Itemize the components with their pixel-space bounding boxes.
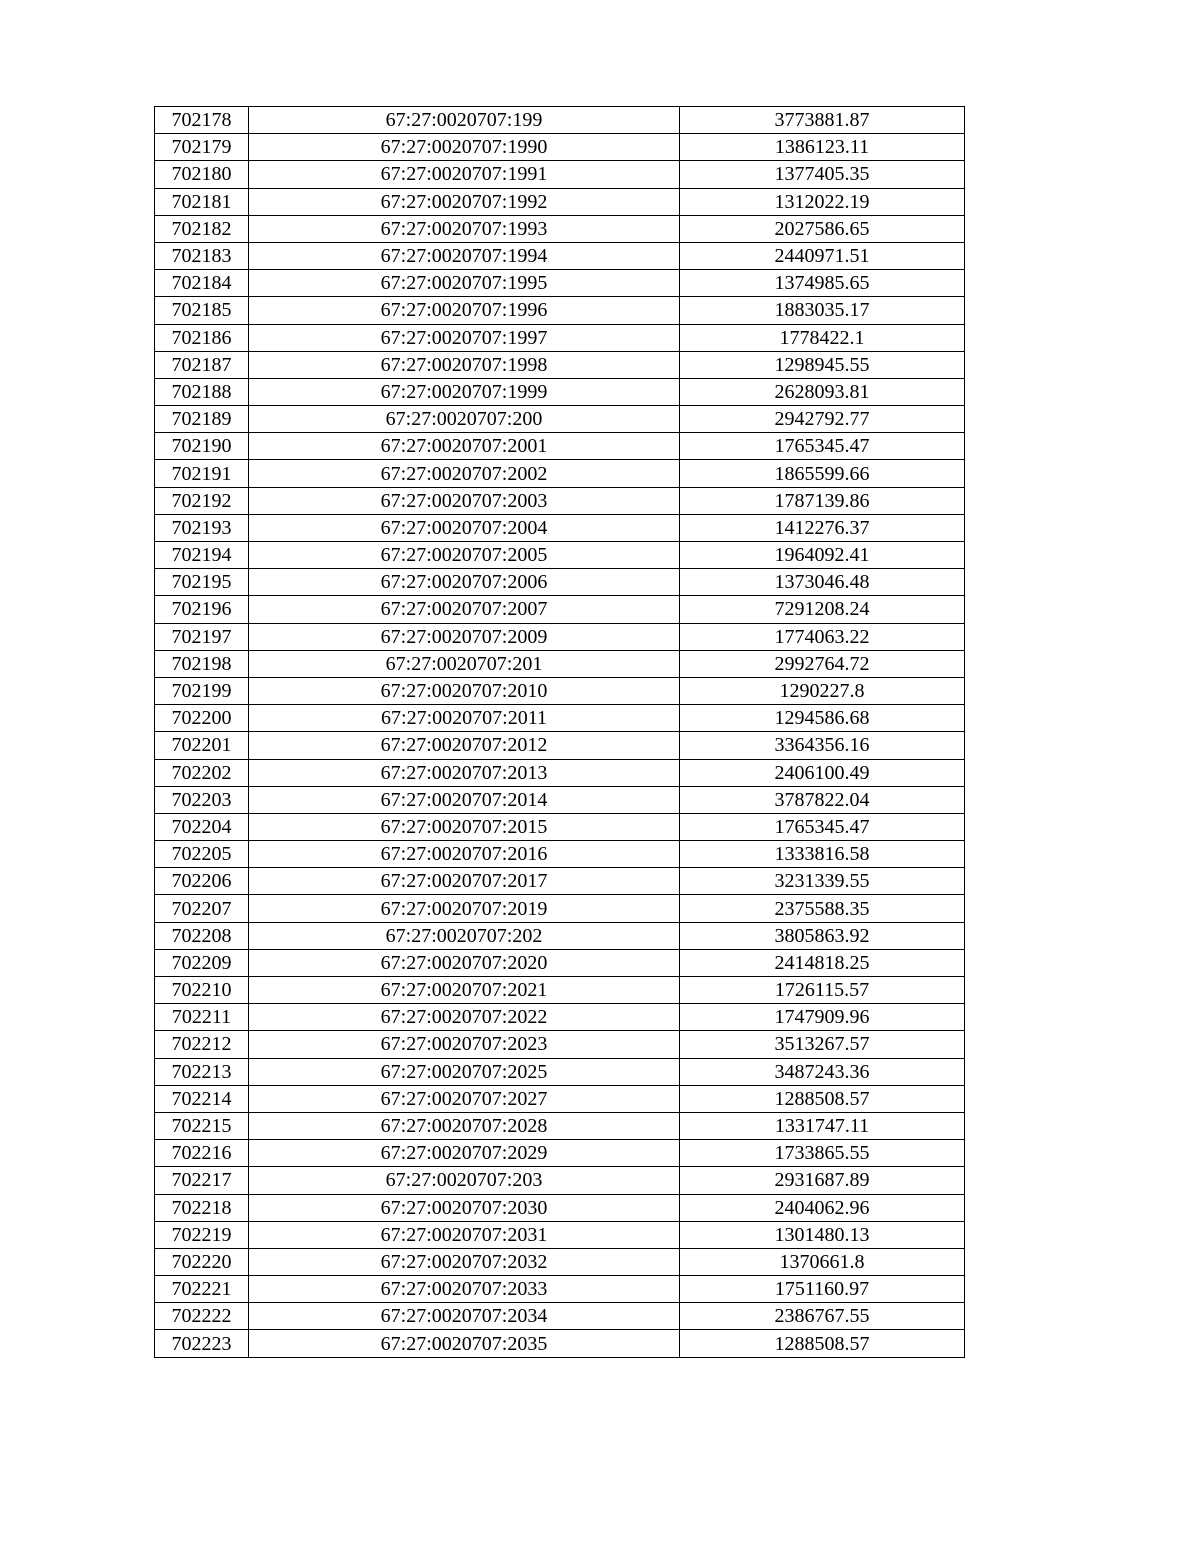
cadastral-value-cell: 1964092.41	[680, 542, 965, 569]
row-number-cell: 702206	[155, 868, 249, 895]
cadastral-value-cell: 3805863.92	[680, 922, 965, 949]
cadastral-value-cell: 2386767.55	[680, 1303, 965, 1330]
row-number-cell: 702215	[155, 1112, 249, 1139]
table-body	[155, 107, 965, 1358]
row-number-cell: 702185	[155, 297, 249, 324]
row-number-cell: 702179	[155, 134, 249, 161]
row-number-cell: 702219	[155, 1221, 249, 1248]
table-row	[155, 1085, 965, 1112]
cadastral-number-cell: 67:27:0020707:1996	[249, 297, 680, 324]
table-row	[155, 705, 965, 732]
cadastral-number-cell: 67:27:0020707:2017	[249, 868, 680, 895]
cadastral-number-cell: 67:27:0020707:2011	[249, 705, 680, 732]
cadastral-number-cell: 67:27:0020707:2032	[249, 1248, 680, 1275]
cadastral-value-cell: 1765345.47	[680, 813, 965, 840]
cadastral-number-cell: 67:27:0020707:2031	[249, 1221, 680, 1248]
cadastral-value-cell: 2628093.81	[680, 378, 965, 405]
row-number-cell: 702193	[155, 514, 249, 541]
cadastral-number-cell: 67:27:0020707:1990	[249, 134, 680, 161]
cadastral-number-cell: 67:27:0020707:2019	[249, 895, 680, 922]
table-row	[155, 514, 965, 541]
cadastral-number-cell: 67:27:0020707:1993	[249, 215, 680, 242]
table-row	[155, 1140, 965, 1167]
table-row	[155, 922, 965, 949]
table-row	[155, 242, 965, 269]
row-number-cell: 702194	[155, 542, 249, 569]
cadastral-value-cell: 1298945.55	[680, 351, 965, 378]
table-row	[155, 677, 965, 704]
row-number-cell: 702181	[155, 188, 249, 215]
cadastral-number-cell: 67:27:0020707:1992	[249, 188, 680, 215]
cadastral-number-cell: 67:27:0020707:2014	[249, 786, 680, 813]
cadastral-number-cell: 67:27:0020707:2006	[249, 569, 680, 596]
cadastral-value-cell: 2942792.77	[680, 406, 965, 433]
table-row	[155, 623, 965, 650]
row-number-cell: 702180	[155, 161, 249, 188]
cadastral-value-cell: 2404062.96	[680, 1194, 965, 1221]
cadastral-value-cell: 2027586.65	[680, 215, 965, 242]
cadastral-number-cell: 67:27:0020707:200	[249, 406, 680, 433]
table-row	[155, 297, 965, 324]
table-row	[155, 596, 965, 623]
table-row	[155, 487, 965, 514]
cadastral-number-cell: 67:27:0020707:1999	[249, 378, 680, 405]
row-number-cell: 702208	[155, 922, 249, 949]
row-number-cell: 702204	[155, 813, 249, 840]
table-row	[155, 1058, 965, 1085]
cadastral-value-cell: 3364356.16	[680, 732, 965, 759]
cadastral-number-cell: 67:27:0020707:1991	[249, 161, 680, 188]
cadastral-value-cell: 2406100.49	[680, 759, 965, 786]
row-number-cell: 702207	[155, 895, 249, 922]
cadastral-number-cell: 67:27:0020707:2013	[249, 759, 680, 786]
row-number-cell: 702218	[155, 1194, 249, 1221]
row-number-cell: 702187	[155, 351, 249, 378]
table-row	[155, 406, 965, 433]
row-number-cell: 702223	[155, 1330, 249, 1357]
row-number-cell: 702198	[155, 650, 249, 677]
table-row	[155, 1031, 965, 1058]
row-number-cell: 702202	[155, 759, 249, 786]
cadastral-number-cell: 67:27:0020707:2009	[249, 623, 680, 650]
cadastral-number-cell: 67:27:0020707:1994	[249, 242, 680, 269]
cadastral-value-cell: 2440971.51	[680, 242, 965, 269]
table-row	[155, 895, 965, 922]
cadastral-value-cell: 3487243.36	[680, 1058, 965, 1085]
row-number-cell: 702213	[155, 1058, 249, 1085]
cadastral-value-cell: 3773881.87	[680, 107, 965, 134]
cadastral-value-cell: 1774063.22	[680, 623, 965, 650]
table-row	[155, 1167, 965, 1194]
cadastral-number-cell: 67:27:0020707:2015	[249, 813, 680, 840]
row-number-cell: 702203	[155, 786, 249, 813]
cadastral-number-cell: 67:27:0020707:1998	[249, 351, 680, 378]
cadastral-value-cell: 1333816.58	[680, 841, 965, 868]
table-row	[155, 1330, 965, 1357]
row-number-cell: 702205	[155, 841, 249, 868]
cadastral-value-cell: 1331747.11	[680, 1112, 965, 1139]
cadastral-value-cell: 1733865.55	[680, 1140, 965, 1167]
table-row	[155, 1221, 965, 1248]
cadastral-number-cell: 67:27:0020707:1997	[249, 324, 680, 351]
cadastral-number-cell: 67:27:0020707:2020	[249, 949, 680, 976]
table-row	[155, 1276, 965, 1303]
row-number-cell: 702222	[155, 1303, 249, 1330]
cadastral-value-cell: 1290227.8	[680, 677, 965, 704]
row-number-cell: 702192	[155, 487, 249, 514]
cadastral-value-cell: 1288508.57	[680, 1330, 965, 1357]
cadastral-value-cell: 1370661.8	[680, 1248, 965, 1275]
table-row	[155, 1112, 965, 1139]
cadastral-value-cell: 2931687.89	[680, 1167, 965, 1194]
cadastral-value-cell: 1312022.19	[680, 188, 965, 215]
cadastral-number-cell: 67:27:0020707:201	[249, 650, 680, 677]
cadastral-value-cell: 1865599.66	[680, 460, 965, 487]
cadastral-value-cell: 3513267.57	[680, 1031, 965, 1058]
table-row	[155, 1303, 965, 1330]
cadastral-value-cell: 1412276.37	[680, 514, 965, 541]
cadastral-value-cell: 1373046.48	[680, 569, 965, 596]
row-number-cell: 702201	[155, 732, 249, 759]
cadastral-value-cell: 1301480.13	[680, 1221, 965, 1248]
row-number-cell: 702220	[155, 1248, 249, 1275]
row-number-cell: 702221	[155, 1276, 249, 1303]
table-row	[155, 949, 965, 976]
row-number-cell: 702212	[155, 1031, 249, 1058]
cadastral-value-cell: 1883035.17	[680, 297, 965, 324]
cadastral-number-cell: 67:27:0020707:2030	[249, 1194, 680, 1221]
cadastral-number-cell: 67:27:0020707:2010	[249, 677, 680, 704]
cadastral-number-cell: 67:27:0020707:2021	[249, 977, 680, 1004]
cadastral-value-cell: 3787822.04	[680, 786, 965, 813]
table-row	[155, 569, 965, 596]
cadastral-number-cell: 67:27:0020707:2012	[249, 732, 680, 759]
cadastral-value-cell: 1747909.96	[680, 1004, 965, 1031]
cadastral-value-cell: 7291208.24	[680, 596, 965, 623]
row-number-cell: 702195	[155, 569, 249, 596]
row-number-cell: 702200	[155, 705, 249, 732]
table-row	[155, 107, 965, 134]
table-row	[155, 732, 965, 759]
table-row	[155, 813, 965, 840]
row-number-cell: 702191	[155, 460, 249, 487]
table-row	[155, 786, 965, 813]
table-row	[155, 460, 965, 487]
row-number-cell: 702178	[155, 107, 249, 134]
cadastral-value-cell: 2375588.35	[680, 895, 965, 922]
cadastral-number-cell: 67:27:0020707:2027	[249, 1085, 680, 1112]
table-row	[155, 868, 965, 895]
cadastral-number-cell: 67:27:0020707:2033	[249, 1276, 680, 1303]
table-row	[155, 759, 965, 786]
cadastral-value-cell: 1778422.1	[680, 324, 965, 351]
cadastral-value-cell: 1377405.35	[680, 161, 965, 188]
cadastral-value-table	[154, 106, 965, 1358]
cadastral-number-cell: 67:27:0020707:2034	[249, 1303, 680, 1330]
cadastral-value-cell: 1288508.57	[680, 1085, 965, 1112]
cadastral-number-cell: 67:27:0020707:2016	[249, 841, 680, 868]
cadastral-value-cell: 1726115.57	[680, 977, 965, 1004]
row-number-cell: 702190	[155, 433, 249, 460]
row-number-cell: 702196	[155, 596, 249, 623]
row-number-cell: 702199	[155, 677, 249, 704]
cadastral-value-cell: 1751160.97	[680, 1276, 965, 1303]
cadastral-number-cell: 67:27:0020707:1995	[249, 270, 680, 297]
row-number-cell: 702183	[155, 242, 249, 269]
table-row	[155, 215, 965, 242]
cadastral-number-cell: 67:27:0020707:2025	[249, 1058, 680, 1085]
cadastral-number-cell: 67:27:0020707:199	[249, 107, 680, 134]
row-number-cell: 702211	[155, 1004, 249, 1031]
cadastral-number-cell: 67:27:0020707:2002	[249, 460, 680, 487]
row-number-cell: 702189	[155, 406, 249, 433]
cadastral-number-cell: 67:27:0020707:2028	[249, 1112, 680, 1139]
cadastral-value-cell: 1386123.11	[680, 134, 965, 161]
table-row	[155, 542, 965, 569]
table-row	[155, 351, 965, 378]
table-row	[155, 270, 965, 297]
row-number-cell: 702186	[155, 324, 249, 351]
cadastral-number-cell: 67:27:0020707:2022	[249, 1004, 680, 1031]
table-row	[155, 1004, 965, 1031]
cadastral-number-cell: 67:27:0020707:2029	[249, 1140, 680, 1167]
cadastral-number-cell: 67:27:0020707:2005	[249, 542, 680, 569]
cadastral-value-cell: 1374985.65	[680, 270, 965, 297]
table-row	[155, 324, 965, 351]
cadastral-number-cell: 67:27:0020707:2023	[249, 1031, 680, 1058]
cadastral-number-cell: 67:27:0020707:2003	[249, 487, 680, 514]
cadastral-value-cell: 2992764.72	[680, 650, 965, 677]
cadastral-value-cell: 1294586.68	[680, 705, 965, 732]
cadastral-value-cell: 1765345.47	[680, 433, 965, 460]
cadastral-value-cell: 2414818.25	[680, 949, 965, 976]
cadastral-number-cell: 67:27:0020707:203	[249, 1167, 680, 1194]
cadastral-value-cell: 1787139.86	[680, 487, 965, 514]
row-number-cell: 702197	[155, 623, 249, 650]
row-number-cell: 702214	[155, 1085, 249, 1112]
table-row	[155, 161, 965, 188]
table-row	[155, 841, 965, 868]
table-row	[155, 134, 965, 161]
table-row	[155, 1248, 965, 1275]
cadastral-number-cell: 67:27:0020707:202	[249, 922, 680, 949]
row-number-cell: 702184	[155, 270, 249, 297]
table-row	[155, 433, 965, 460]
row-number-cell: 702188	[155, 378, 249, 405]
table-row	[155, 378, 965, 405]
cadastral-number-cell: 67:27:0020707:2004	[249, 514, 680, 541]
row-number-cell: 702209	[155, 949, 249, 976]
row-number-cell: 702216	[155, 1140, 249, 1167]
table-row	[155, 188, 965, 215]
row-number-cell: 702217	[155, 1167, 249, 1194]
table-row	[155, 1194, 965, 1221]
row-number-cell: 702210	[155, 977, 249, 1004]
row-number-cell: 702182	[155, 215, 249, 242]
table-row	[155, 650, 965, 677]
cadastral-value-cell: 3231339.55	[680, 868, 965, 895]
cadastral-number-cell: 67:27:0020707:2007	[249, 596, 680, 623]
table-row	[155, 977, 965, 1004]
cadastral-number-cell: 67:27:0020707:2035	[249, 1330, 680, 1357]
cadastral-number-cell: 67:27:0020707:2001	[249, 433, 680, 460]
